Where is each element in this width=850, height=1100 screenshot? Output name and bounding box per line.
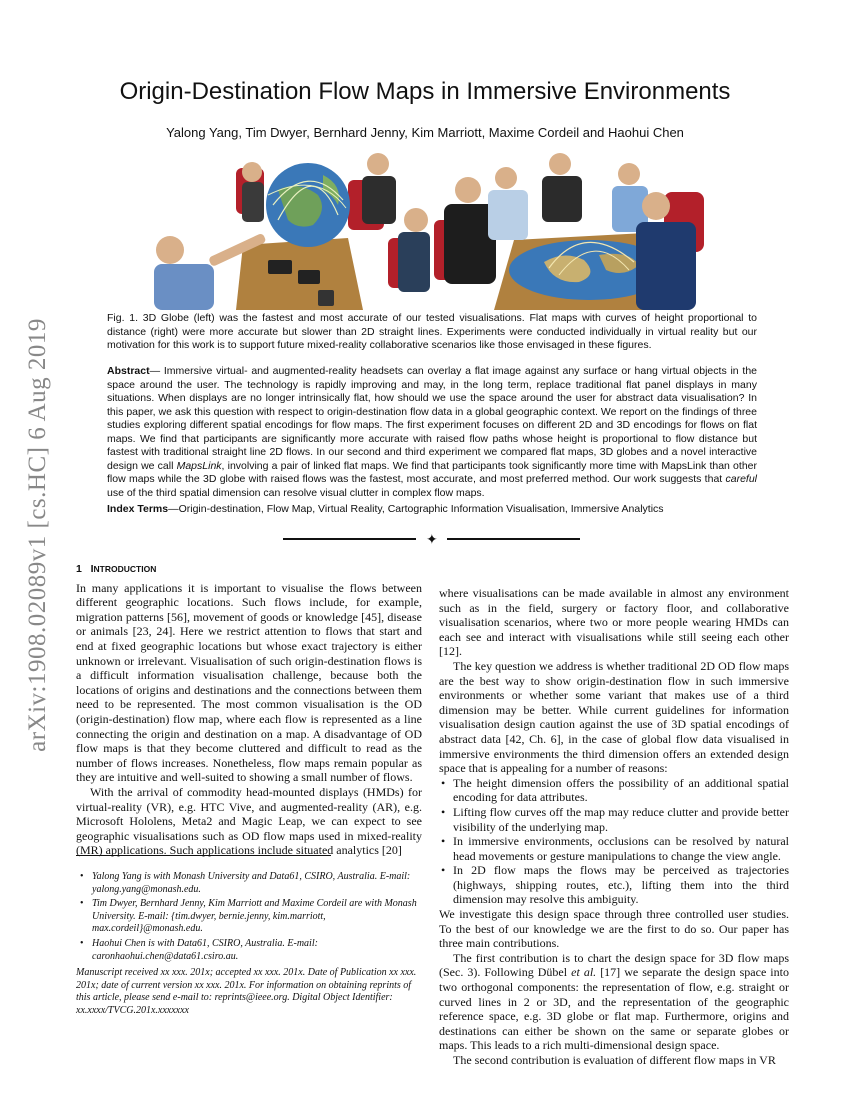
arxiv-id: arXiv:1908.02089v1 [cs.HC] 6 Aug 2019 — [24, 318, 51, 752]
index-terms-label: Index Terms — [107, 503, 169, 515]
footnote-rule — [76, 855, 331, 856]
list-item: • In immersive environments, occlusions can be resolved by natural head movements or gesture manipulations to change the view angle. — [439, 834, 789, 863]
abstract-text-b: , involving a pair of linked flat maps. We find that participants took significantly more time with MapsLink than other flow maps while the 3D globe with raised flows was the fastest, most accurate, and most preferred method. Our work suggests that — [107, 459, 757, 485]
footnote-item: • Tim Dwyer, Bernhard Jenny, Kim Marriott and Maxime Cordeil are with Monash University. E-mail: {tim.dwyer, bernie.jenny, kim.marriott, max.cordeil}@monash.edu. — [80, 898, 420, 936]
list-item: • In 2D flow maps the flows may be perceived as trajectories (highways, shipping routes, etc.), lifting them into the third dimension may resolve this ambiguity. — [439, 863, 789, 907]
list-item: • The height dimension offers the possibility of an additional spatial encoding for data attributes. — [439, 776, 789, 805]
right-paragraph-4 — [439, 951, 789, 1053]
index-terms — [107, 503, 757, 517]
author-footnotes — [80, 871, 420, 965]
right-paragraph-2: The key question we address is whether traditional 2D OD flow maps are the best way to show origin-destination flow in such immersive environments or whether some variant that makes use of a third dimension may be better. While current guidelines for information visualisation design caution against the use of 3D spatial encodings of abstract data [42, Ch. 6], in the case of global flow data visualised in immersive environments the third dimension offers an extended design space that is appealing for a number of reasons: — [439, 658, 789, 776]
right-paragraph-4-em: et al. — [571, 965, 597, 980]
abstract-emphasis-mapslink: MapsLink — [176, 459, 222, 472]
right-paragraph-3: We investigate this design space through three controlled user studies. To the best of our knowledge we are the first to do so. Our paper has three main contributions. — [439, 907, 789, 951]
section-number: 1 — [76, 563, 82, 575]
intro-paragraph-1: In many applications it is important to visualise the flows between different geographic locations. Such flows include, for example, migration patterns [56], movement of goods or knowledge [45], disease or animals [23, 24]. Here we restrict attention to flows that start and end at fixed geographic locations but whose exact trajectory is either unknown or irrelevant. Visualisation of such origin-destination flows is a difficult information visualisation challenge, because both the locations of origins and destinations and the connections between them need to be represented. The most common visualisation is the OD (origin-destination) flow map, where each flow is represented as a line connecting the origin and destination on a map. A disadvantage of OD flow maps is that they become cluttered and difficult to read as the number of flows increases. Nonetheless, flow maps remain popular as they are intuitive and well-suited to showing a small number of flows. — [76, 580, 422, 785]
author-list: Yalong Yang, Tim Dwyer, Bernhard Jenny, Kim Marriott, Maxime Cordeil and Haohui Chen — [166, 125, 684, 140]
separator-rule-right — [447, 538, 580, 540]
right-paragraph-5: The second contribution is evaluation of different flow maps in VR — [453, 1053, 776, 1067]
abstract — [107, 365, 757, 500]
abstract-text-a: — Immersive virtual- and augmented-reality headsets can overlay a flat image against any surface or hang virtual objects in the space around the user. The technology is rapidly improving and may, in the long term, replace traditional flat panel displays in many situations. When displays are no longer intrinsically flat, how should we use the space around the user for abstract data visualisation? In this paper, we ask this question with respect to origin-destination flow data in a global geographic context. We report on the findings of three studies exploring different spatial encodings for flow maps. The first experiment focuses on different 2D and 3D encodings for flows on flat maps. We find that participants are significantly more accurate with raised flow paths whose height is proportional to flow distance but fastest with traditional straight line 2D flows. In our second and third experiment we compared flat maps, 3D globes and a novel interactive design we call — [107, 365, 757, 472]
figure-photo-globe — [148, 150, 430, 310]
separator-rule-left — [283, 538, 416, 540]
abstract-text-c: use of the third spatial dimension can resolve visual clutter in complex flow maps. — [107, 486, 485, 499]
right-column — [439, 586, 789, 1068]
section-heading-introduction — [76, 562, 422, 577]
abstract-emphasis-careful: careful — [725, 473, 757, 485]
section-title-initial: I — [90, 563, 94, 575]
abstract-label: Abstract — [107, 365, 150, 377]
index-terms-text: —Origin-destination, Flow Map, Virtual Reality, Cartographic Information Visualisation, Immersive Analytics — [168, 503, 664, 515]
right-paragraph-4-b: [17] we separate the design space into two orthogonal components: the representation of flow, e.g. straight or curved lines in 2 or 3D, and the representation of the geographic reference space, e.g. 3D globe or flat map. Furthermore, origins and destinations can either be shown on the same or separate globes or maps. This leads to a rich multi-dimensional design space. — [439, 965, 789, 1053]
list-item: • Lifting flow curves off the map may reduce clutter and provide better visibility of the underlying map. — [439, 805, 789, 834]
figure-photo-flatmap — [434, 150, 714, 310]
footnote-item: • Haohui Chen is with Data61, CSIRO, Australia. E-mail: caronhaohui.chen@data61.csiro.au. — [80, 938, 420, 963]
right-paragraph-1: where visualisations can be made available in almost any environment such as in the field, surgery or factory floor, and collaborative visualisation scenarios, where two or more people wearing HMDs can each see and interact with visualisations while still seeing each other [12]. — [439, 586, 789, 659]
arxiv-stamp — [18, 290, 58, 780]
intro-paragraph-2: With the arrival of commodity head-mounted displays (HMDs) for virtual-reality (VR), e.g. HTC Vive, and augmented-reality (AR), e.g. Microsoft Hololens, Meta2 and Magic Leap, we can expect to see geographic visualisations such as OD flow maps used in mixed-reality (MR) applications. Such applications include situated analytics [20] — [76, 784, 422, 858]
paper-title: Origin-Destination Flow Maps in Immersive Environments — [119, 78, 731, 105]
manuscript-note: Manuscript received xx xxx. 201x; accepted xx xxx. 201x. Date of Publication xx xxx. 201x; date of current version xx xxx. 201x. For information on obtaining reprints of this article, please send e-mail to: reprints@ieee.org. Digital Object Identifier: xx.xxxx/TVCG.201x.xxxxxxx — [76, 967, 417, 1016]
footnote-item: • Yalong Yang is with Monash University and Data61, CSIRO, Australia. E-mail: yalong.yang@monash.edu. — [80, 871, 420, 896]
section-title-rest: NTRODUCTION — [93, 564, 157, 574]
section-separator — [283, 532, 583, 546]
reasons-list — [439, 776, 789, 907]
right-paragraph-4-a: The first contribution is to chart the design space for 3D flow maps (Sec. 3). Following Dübel — [439, 950, 789, 980]
figure-caption: Fig. 1. 3D Globe (left) was the fastest and most accurate of our tested visualisations. Flat maps with curves of height proportional to distance (right) were more accurate but slower than 2D straight lines. Experiments were conducted individually in virtual reality but our motivation for this work is to support future mixed-reality collaborative scenarios like those envisaged in these figures. — [107, 312, 757, 351]
left-column — [76, 562, 422, 858]
separator-diamond-icon: ✦ — [426, 531, 438, 547]
